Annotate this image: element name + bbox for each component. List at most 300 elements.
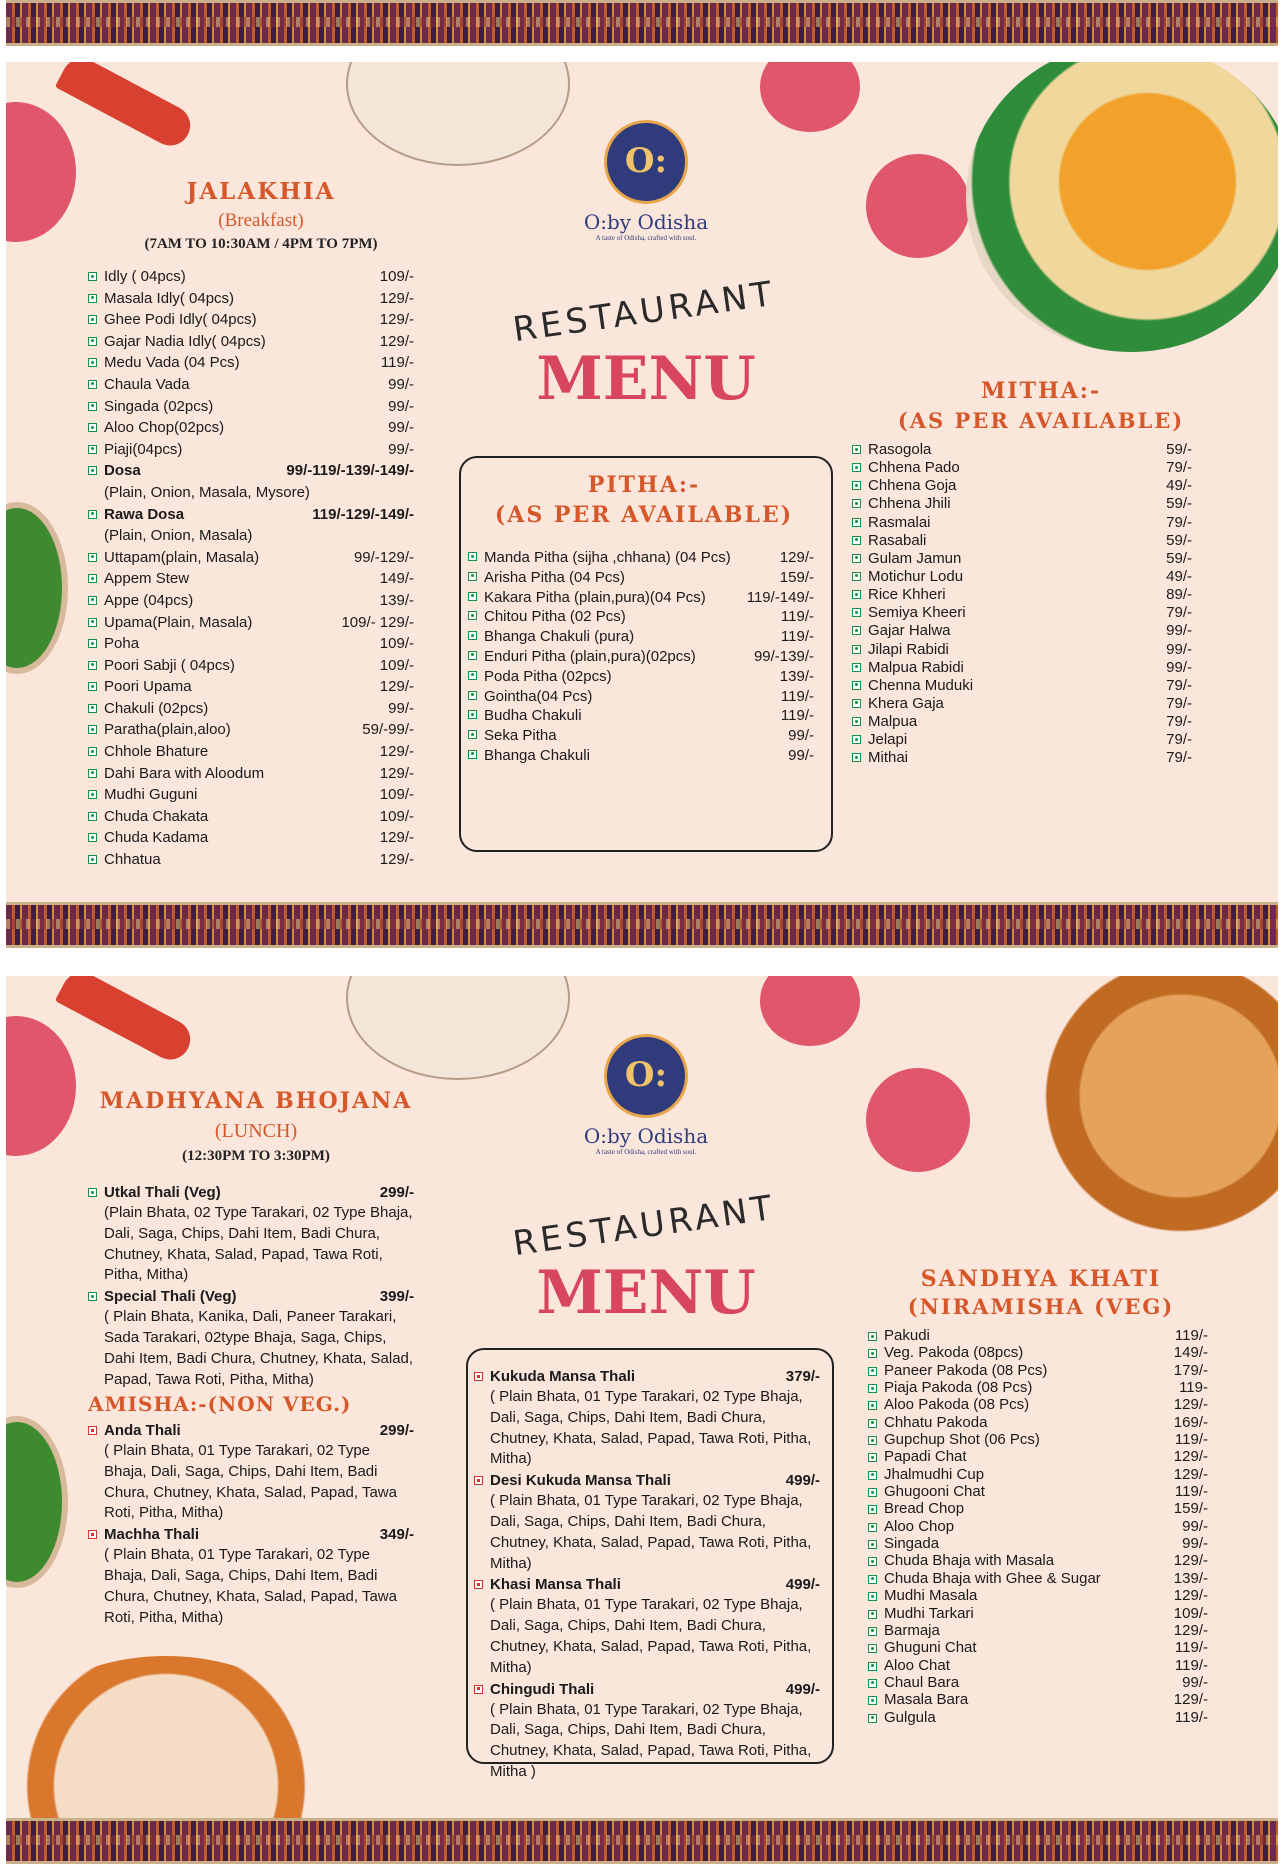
item-name: Rasmalai xyxy=(868,513,931,531)
item-price: 119/- xyxy=(1174,1639,1208,1657)
item-name: Chitou Pitha (02 Pcs) xyxy=(484,608,626,626)
nonveg-mark-icon xyxy=(474,1476,483,1485)
item-price: 109/- xyxy=(379,268,414,285)
menu-item xyxy=(88,352,414,374)
item-price: 129/- xyxy=(379,764,414,782)
menu-item xyxy=(88,439,414,461)
veg-mark-icon xyxy=(852,699,861,708)
veg-mark-icon xyxy=(852,572,861,581)
item-price: 79/- xyxy=(1166,731,1192,749)
item-price: 159/- xyxy=(1173,1500,1208,1518)
item-price: 179/- xyxy=(1173,1361,1208,1379)
menu-item xyxy=(852,657,1192,675)
restaurant-title: RESTAURANT xyxy=(510,1187,779,1265)
jalakhia-title: JALAKHIA xyxy=(186,178,336,205)
veg-mark-icon xyxy=(468,671,477,680)
veg-mark-icon xyxy=(88,1292,97,1301)
menu-item xyxy=(852,439,1192,457)
item-name: Mudhi Guguni xyxy=(104,786,198,804)
thali-name: Machha Thali xyxy=(104,1526,200,1544)
item-name: Chuda Bhaja with Masala xyxy=(884,1552,1055,1570)
item-price: 119/- xyxy=(780,687,814,705)
item-price: 119/- xyxy=(1174,1708,1208,1726)
item-price: 119/- xyxy=(780,628,814,646)
item-name: Chhatu Pakoda xyxy=(884,1413,988,1431)
veg-mark-icon xyxy=(852,481,861,490)
item-price: 59/- xyxy=(1166,441,1192,458)
item-name: Mudhi Tarkari xyxy=(884,1604,974,1622)
nonveg-mark-icon xyxy=(474,1685,483,1694)
lunch-title: MADHYANA BHOJANA xyxy=(99,1088,413,1114)
menu-item xyxy=(852,457,1192,475)
menu-item xyxy=(868,1569,1208,1586)
tomato-illustration xyxy=(760,976,860,1046)
item-price: 109/- xyxy=(379,786,414,804)
item-name: Singada xyxy=(884,1535,940,1553)
veg-mark-icon xyxy=(868,1332,877,1341)
menu-item xyxy=(868,1378,1208,1395)
veg-mark-icon xyxy=(868,1575,877,1584)
tomato-illustration xyxy=(866,1068,970,1172)
menu-item xyxy=(468,665,814,685)
sweets-plate-illustration xyxy=(966,62,1278,352)
menu-panel-lunch xyxy=(6,976,1278,1818)
menu-item xyxy=(868,1326,1208,1343)
item-name: Chuda Kadama xyxy=(104,829,209,847)
veg-mark-icon xyxy=(88,618,97,627)
item-name: Bhanga Chakuli (pura) xyxy=(484,628,635,646)
sandhya-title: SANDHYA KHATI xyxy=(920,1266,1162,1292)
item-name: Ghee Podi Idly( 04pcs) xyxy=(104,311,257,329)
item-price: 119/- xyxy=(780,608,814,626)
veg-mark-icon xyxy=(88,725,97,734)
item-name: Rawa Dosa xyxy=(104,505,185,523)
item-price: 49/- xyxy=(1166,477,1192,495)
item-name: Medu Vada (04 Pcs) xyxy=(104,354,240,372)
item-name: Chhena Jhili xyxy=(868,495,951,513)
menu-item xyxy=(88,676,414,698)
sandhya-subtitle: (NIRAMISHA (VEG) xyxy=(907,1294,1175,1319)
item-name: Bhanga Chakuli xyxy=(484,746,590,764)
menu-item xyxy=(868,1534,1208,1551)
veg-mark-icon xyxy=(868,1523,877,1532)
menu-item xyxy=(88,331,414,353)
chili-illustration xyxy=(55,62,197,153)
item-price: 129/- xyxy=(1173,1552,1208,1570)
item-name: Rice Khheri xyxy=(868,586,946,604)
thali-description: ( Plain Bhata, 01 Type Tarakari, 02 Type Bhaja, Dali, Saga, Chips, Dahi Item, Badi Chura, Chutney, Khata, Salad, Papad, Tawa Roti, Pitha, Mitha) xyxy=(104,1546,397,1626)
menu-item xyxy=(868,1343,1208,1360)
menu-item xyxy=(852,620,1192,638)
menu-item xyxy=(88,741,414,763)
item-price: 109/- xyxy=(379,807,414,825)
thali-name: Khasi Mansa Thali xyxy=(490,1576,621,1594)
pitha-title: PITHA:- xyxy=(587,472,701,498)
item-price: 99/- xyxy=(1182,1517,1208,1535)
brand-logo xyxy=(566,120,726,242)
thali-price: 399/- xyxy=(379,1288,414,1306)
item-price: 99/-139/- xyxy=(753,647,814,665)
mitha-items xyxy=(852,439,1192,766)
thali-description: ( Plain Bhata, 01 Type Tarakari, 02 Type Bhaja, Dali, Saga, Chips, Dahi Item, Badi Chura, Chutney, Khata, Salad, Papad, Tawa Roti, Pitha, Mitha) xyxy=(490,1492,812,1572)
chutney-bowl-illustration xyxy=(6,502,68,674)
item-price: 99/- xyxy=(388,699,414,717)
menu-item xyxy=(868,1413,1208,1430)
veg-mark-icon xyxy=(88,574,97,583)
thali-price: 349/- xyxy=(379,1526,414,1544)
item-name: Malpua Rabidi xyxy=(868,658,964,676)
veg-mark-icon xyxy=(868,1384,877,1393)
veg-mark-icon xyxy=(468,691,477,700)
item-price: 79/- xyxy=(1166,459,1192,477)
item-price: 99/- xyxy=(388,397,414,415)
item-name: Aloo Pakoda (08 Pcs) xyxy=(884,1396,1030,1414)
item-price: 89/- xyxy=(1166,586,1192,604)
menu-item xyxy=(868,1465,1208,1482)
menu-item xyxy=(852,530,1192,548)
menu-item xyxy=(88,266,414,288)
thali-description: ( Plain Bhata, 01 Type Tarakari, 02 Type Bhaja, Dali, Saga, Chips, Dahi Item, Badi Chura, Chutney, Khata, Salad, Papad, Tawa Roti, Pitha, Mitha) xyxy=(490,1596,812,1676)
thali-name: Special Thali (Veg) xyxy=(104,1288,237,1306)
item-price: 79/- xyxy=(1166,676,1192,694)
menu-item xyxy=(868,1361,1208,1378)
veg-mark-icon xyxy=(88,639,97,648)
item-price: 119- xyxy=(1179,1379,1208,1397)
item-price: 99/- xyxy=(1182,1535,1208,1553)
veg-mark-icon xyxy=(852,717,861,726)
veg-mark-icon xyxy=(852,445,861,454)
item-price: 79/- xyxy=(1166,513,1192,531)
thali-description: ( Plain Bhata, 01 Type Tarakari, 02 Type Bhaja, Dali, Saga, Chips, Dahi Item, Badi Chura, Chutney, Khata, Salad, Papad, Tawa Roti, Pitha, Mitha) xyxy=(490,1388,812,1468)
item-name: (Plain, Onion, Masala) xyxy=(104,527,253,545)
veg-mark-icon xyxy=(852,735,861,744)
item-price: 79/- xyxy=(1166,713,1192,731)
item-price: 109/- xyxy=(1173,1604,1208,1622)
item-name: Poori Upama xyxy=(104,678,192,696)
menu-item xyxy=(852,675,1192,693)
veg-mark-icon xyxy=(88,704,97,713)
menu-item xyxy=(852,566,1192,584)
item-price: 129/- xyxy=(1173,1587,1208,1605)
item-name: Enduri Pitha (plain,pura)(02pcs) xyxy=(484,647,696,665)
item-price: 99/- xyxy=(388,440,414,458)
nonveg-mark-icon xyxy=(474,1372,483,1381)
sandhya-items xyxy=(868,1326,1208,1725)
item-name: Ghugooni Chat xyxy=(884,1483,985,1501)
item-price: 99/- xyxy=(788,727,814,745)
item-name: Chuda Chakata xyxy=(104,807,209,825)
item-name: Poha xyxy=(104,635,140,653)
item-price: 119/- xyxy=(1174,1431,1208,1449)
item-name: Chhatua xyxy=(104,851,161,869)
rice-bowl-illustration xyxy=(346,62,570,166)
veg-thali-list xyxy=(88,1182,414,1390)
veg-mark-icon xyxy=(852,518,861,527)
item-name: Jilapi Rabidi xyxy=(868,640,949,658)
item-price: 119/- xyxy=(1174,1656,1208,1674)
item-name: Budha Chakuli xyxy=(484,707,582,725)
veg-mark-icon xyxy=(852,645,861,654)
veg-mark-icon xyxy=(868,1696,877,1705)
menu-item xyxy=(88,827,414,849)
tomato-illustration xyxy=(866,154,970,258)
menu-item xyxy=(468,685,814,705)
veg-mark-icon xyxy=(468,552,477,561)
nonveg-mark-icon xyxy=(88,1530,97,1539)
item-name: Papadi Chat xyxy=(884,1448,967,1466)
thali-name: Utkal Thali (Veg) xyxy=(104,1184,221,1201)
veg-mark-icon xyxy=(868,1627,877,1636)
item-price: 129/- xyxy=(379,311,414,329)
thali-name: Kukuda Mansa Thali xyxy=(490,1368,636,1385)
item-price: 99/- xyxy=(1166,622,1192,640)
item-price: 59/-99/- xyxy=(362,721,414,739)
menu-item xyxy=(852,512,1192,530)
item-price: 129/- xyxy=(1173,1691,1208,1709)
veg-mark-icon xyxy=(852,499,861,508)
menu-item xyxy=(868,1499,1208,1516)
item-price: 49/- xyxy=(1166,567,1192,585)
item-price: 99/-129/- xyxy=(353,548,414,566)
menu-item xyxy=(852,639,1192,657)
menu-item xyxy=(88,396,414,418)
thali-item xyxy=(88,1182,414,1203)
menu-item xyxy=(852,475,1192,493)
tomato-illustration xyxy=(6,102,76,242)
menu-item xyxy=(468,546,814,566)
item-price: 129/- xyxy=(379,332,414,350)
item-name: Chenna Muduki xyxy=(868,676,974,694)
item-name: Rasogola xyxy=(868,441,932,458)
veg-mark-icon xyxy=(88,769,97,778)
item-price: 119/- xyxy=(1174,1327,1208,1344)
nonveg-thali-list xyxy=(88,1420,414,1628)
veg-mark-icon xyxy=(852,753,861,762)
paneer-curry-illustration xyxy=(6,1656,346,1818)
item-name: Idly ( 04pcs) xyxy=(104,268,186,285)
thali-item xyxy=(474,1679,820,1700)
veg-mark-icon xyxy=(88,272,97,281)
menu-item xyxy=(868,1621,1208,1638)
item-price: 109/- xyxy=(379,635,414,653)
veg-mark-icon xyxy=(88,747,97,756)
menu-item xyxy=(868,1551,1208,1568)
brand-tagline: A taste of Odisha, crafted with soul. xyxy=(595,1148,697,1156)
veg-mark-icon xyxy=(868,1401,877,1410)
menu-item xyxy=(852,693,1192,711)
item-price: 129/- xyxy=(379,743,414,761)
item-name: Aloo Chat xyxy=(884,1656,950,1674)
item-price: 79/- xyxy=(1166,694,1192,712)
veg-mark-icon xyxy=(468,592,477,601)
item-price: 169/- xyxy=(1173,1413,1208,1431)
item-name: Chuda Bhaja with Ghee & Sugar xyxy=(884,1569,1101,1587)
menu-item xyxy=(88,806,414,828)
item-name: Dosa xyxy=(104,462,141,480)
veg-mark-icon xyxy=(88,812,97,821)
item-name: Veg. Pakoda (08pcs) xyxy=(884,1344,1024,1362)
menu-item xyxy=(88,525,414,547)
item-name: Chhena Pado xyxy=(868,459,960,477)
item-price: 129/- xyxy=(1173,1396,1208,1414)
item-price: 129/- xyxy=(379,678,414,696)
item-name: Chhena Goja xyxy=(868,477,957,495)
veg-mark-icon xyxy=(88,596,97,605)
samosa-plate-illustration xyxy=(1016,976,1278,1246)
item-name: Gulam Jamun xyxy=(868,549,962,567)
nonveg-title: AMISHA:-(NON VEG.) xyxy=(88,1392,352,1416)
item-price: 99/-119/-139/-149/- xyxy=(286,462,414,480)
veg-mark-icon xyxy=(852,626,861,635)
item-name: Rasabali xyxy=(868,531,927,549)
item-name: Malpua xyxy=(868,713,918,731)
veg-mark-icon xyxy=(868,1662,877,1671)
tomato-illustration xyxy=(6,1016,76,1156)
thali-item xyxy=(88,1524,414,1545)
item-price: 129/- xyxy=(379,829,414,847)
thali-item xyxy=(88,1420,414,1441)
menu-item xyxy=(852,711,1192,729)
thali-price: 299/- xyxy=(379,1422,414,1439)
menu-item xyxy=(88,504,414,526)
jalakhia-items xyxy=(88,266,414,871)
menu-item xyxy=(88,698,414,720)
item-name: (Plain, Onion, Masala, Mysore) xyxy=(104,483,310,501)
item-price: 59/- xyxy=(1166,549,1192,567)
veg-mark-icon xyxy=(468,730,477,739)
item-price: 99/- xyxy=(388,375,414,393)
veg-mark-icon xyxy=(88,553,97,562)
item-name: Gulgula xyxy=(884,1708,936,1726)
thali-name: Chingudi Thali xyxy=(490,1680,595,1698)
item-price: 109/- xyxy=(379,656,414,674)
item-name: Aloo Chop xyxy=(884,1517,955,1535)
item-name: Piaja Pakoda (08 Pcs) xyxy=(884,1379,1033,1397)
nonveg-mark-icon xyxy=(474,1580,483,1589)
veg-mark-icon xyxy=(868,1592,877,1601)
decorative-border-bottom xyxy=(6,1818,1278,1864)
item-price: 119/- xyxy=(780,707,814,725)
menu-item xyxy=(88,482,414,504)
veg-mark-icon xyxy=(88,466,97,475)
item-price: 129/- xyxy=(379,289,414,307)
veg-mark-icon xyxy=(468,572,477,581)
menu-item xyxy=(88,655,414,677)
item-name: Bread Chop xyxy=(884,1500,965,1518)
menu-item xyxy=(88,374,414,396)
menu-item xyxy=(88,612,414,634)
item-name: Pakudi xyxy=(884,1327,930,1344)
item-price: 139/- xyxy=(1173,1569,1208,1587)
item-name: Chakuli (02pcs) xyxy=(104,699,209,717)
brand-name: O:by Odisha xyxy=(583,1124,709,1148)
chutney-bowl-illustration xyxy=(6,1416,68,1588)
thali-item xyxy=(474,1574,820,1595)
menu-item xyxy=(868,1604,1208,1621)
decorative-border-middle xyxy=(6,902,1278,948)
veg-mark-icon xyxy=(88,294,97,303)
item-name: Paneer Pakoda (08 Pcs) xyxy=(884,1361,1048,1379)
thali-item xyxy=(474,1470,820,1491)
item-price: 129/- xyxy=(1173,1448,1208,1466)
menu-item xyxy=(88,547,414,569)
veg-mark-icon xyxy=(868,1349,877,1358)
veg-mark-icon xyxy=(868,1540,877,1549)
item-price: 119/- xyxy=(380,354,414,372)
jalakhia-timing: (7AM TO 10:30AM / 4PM TO 7PM) xyxy=(144,236,378,252)
item-price: 99/- xyxy=(788,746,814,764)
veg-mark-icon xyxy=(868,1453,877,1462)
menu-item xyxy=(88,568,414,590)
item-name: Appem Stew xyxy=(104,570,190,588)
menu-item xyxy=(852,747,1192,765)
item-name: Gointha(04 Pcs) xyxy=(484,687,593,705)
item-price: 79/- xyxy=(1166,604,1192,622)
tomato-illustration xyxy=(760,62,860,132)
veg-mark-icon xyxy=(88,682,97,691)
jalakhia-subtitle: (Breakfast) xyxy=(218,210,304,231)
item-name: Uttapam(plain, Masala) xyxy=(104,548,260,566)
item-price: 99/- xyxy=(388,419,414,437)
item-name: Chaula Vada xyxy=(104,375,190,393)
item-price: 129/- xyxy=(1173,1465,1208,1483)
item-price: 129/- xyxy=(379,851,414,869)
item-name: Semiya Kheeri xyxy=(868,604,966,622)
veg-mark-icon xyxy=(88,358,97,367)
veg-mark-icon xyxy=(88,855,97,864)
veg-mark-icon xyxy=(88,315,97,324)
veg-mark-icon xyxy=(852,608,861,617)
item-price: 79/- xyxy=(1166,749,1192,767)
chili-illustration xyxy=(55,976,197,1067)
menu-item xyxy=(88,633,414,655)
item-price: 159/- xyxy=(779,568,814,586)
item-name: Manda Pitha (sijha ,chhana) (04 Pcs) xyxy=(484,549,731,566)
item-name: Aloo Chop(02pcs) xyxy=(104,419,225,437)
veg-mark-icon xyxy=(868,1505,877,1514)
item-name: Paratha(plain,aloo) xyxy=(104,721,231,739)
item-price: 139/- xyxy=(379,591,414,609)
item-name: Arisha Pitha (04 Pcs) xyxy=(484,568,625,586)
veg-mark-icon xyxy=(468,710,477,719)
thali-description: (Plain Bhata, 02 Type Tarakari, 02 Type Bhaja, Dali, Saga, Chips, Dahi Item, Badi Chura, Chutney, Khata, Salad, Papad, Tawa Roti, Pitha, Mitha) xyxy=(104,1204,413,1284)
veg-mark-icon xyxy=(868,1610,877,1619)
thali-name: Desi Kukuda Mansa Thali xyxy=(490,1472,671,1490)
veg-mark-icon xyxy=(868,1436,877,1445)
menu-item xyxy=(88,719,414,741)
menu-item xyxy=(468,724,814,744)
menu-item xyxy=(868,1395,1208,1412)
veg-mark-icon xyxy=(88,790,97,799)
item-name: Kakara Pitha (plain,pura)(04 Pcs) xyxy=(484,588,706,606)
menu-item xyxy=(868,1447,1208,1464)
menu-item xyxy=(468,704,814,724)
item-price: 99/- xyxy=(1182,1673,1208,1691)
item-name: Masala Idly( 04pcs) xyxy=(104,289,235,307)
menu-item xyxy=(468,744,814,764)
item-price: 119/-129/-149/- xyxy=(312,505,414,523)
veg-mark-icon xyxy=(868,1679,877,1688)
menu-panel-breakfast xyxy=(6,62,1278,904)
menu-item xyxy=(88,417,414,439)
thali-price: 499/- xyxy=(785,1472,820,1490)
item-name: Appe (04pcs) xyxy=(104,591,194,609)
veg-mark-icon xyxy=(852,554,861,563)
veg-mark-icon xyxy=(88,510,97,519)
menu-item xyxy=(868,1656,1208,1673)
veg-mark-icon xyxy=(852,681,861,690)
thali-description: ( Plain Bhata, 01 Type Tarakari, 02 Type Bhaja, Dali, Saga, Chips, Dahi Item, Badi Chura, Chutney, Khata, Salad, Papad, Tawa Roti, Pitha, Mitha ) xyxy=(490,1700,812,1780)
